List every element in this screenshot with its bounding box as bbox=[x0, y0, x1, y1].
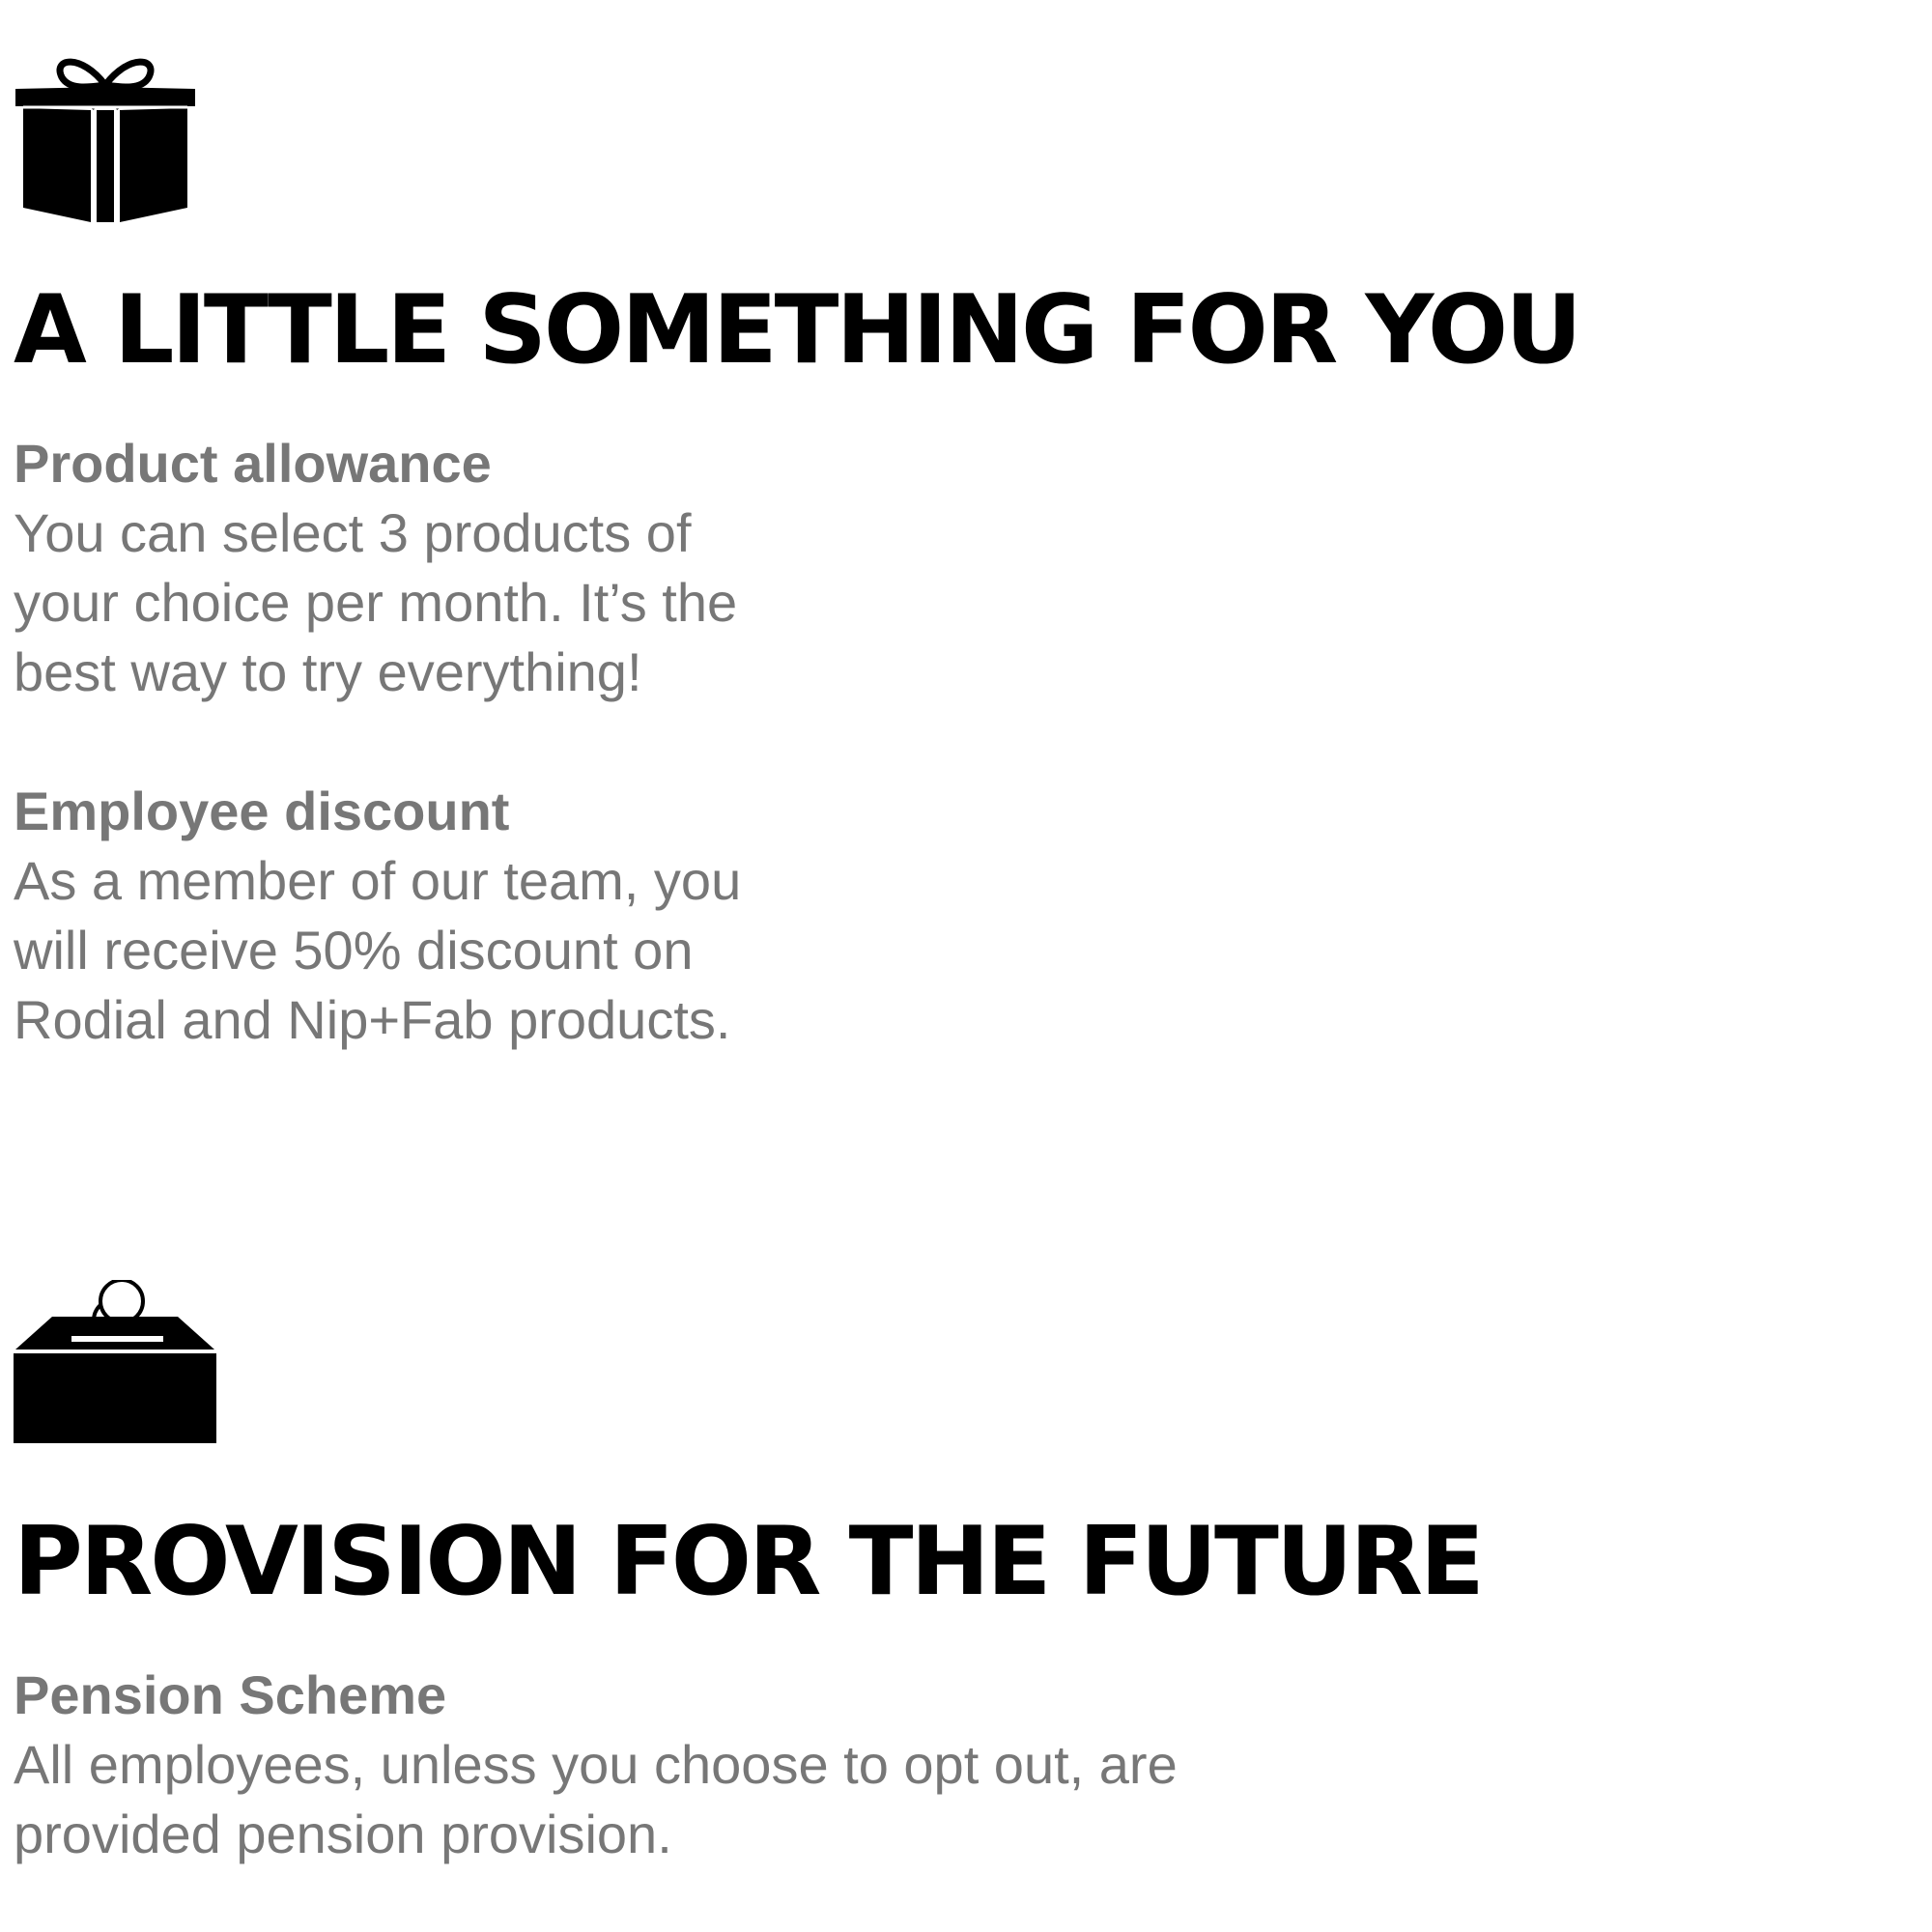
benefit-title: Employee discount bbox=[14, 781, 510, 841]
benefit-item bbox=[14, 429, 1849, 707]
gift-box-icon bbox=[14, 48, 197, 222]
benefit-title: Product allowance bbox=[14, 433, 492, 494]
benefit-item bbox=[14, 777, 1849, 1055]
benefits-section bbox=[14, 48, 1849, 1055]
section-heading: A LITTLE SOMETHING FOR YOU bbox=[14, 275, 1579, 385]
benefit-description: As a member of our team, you will receive 50% discount on Rodial and Nip+Fab products. bbox=[14, 850, 742, 1050]
benefit-description: All employees, unless you choose to opt out, are provided pension provision. bbox=[14, 1734, 1178, 1864]
provision-section bbox=[14, 1280, 1849, 1869]
section-heading: PROVISION FOR THE FUTURE bbox=[14, 1507, 1482, 1617]
benefit-description: You can select 3 products of your choice per month. It’s the best way to try everything! bbox=[14, 502, 738, 702]
coin-savings-box-icon bbox=[14, 1280, 216, 1444]
benefit-title: Pension Scheme bbox=[14, 1664, 447, 1725]
benefit-item bbox=[14, 1661, 1849, 1869]
